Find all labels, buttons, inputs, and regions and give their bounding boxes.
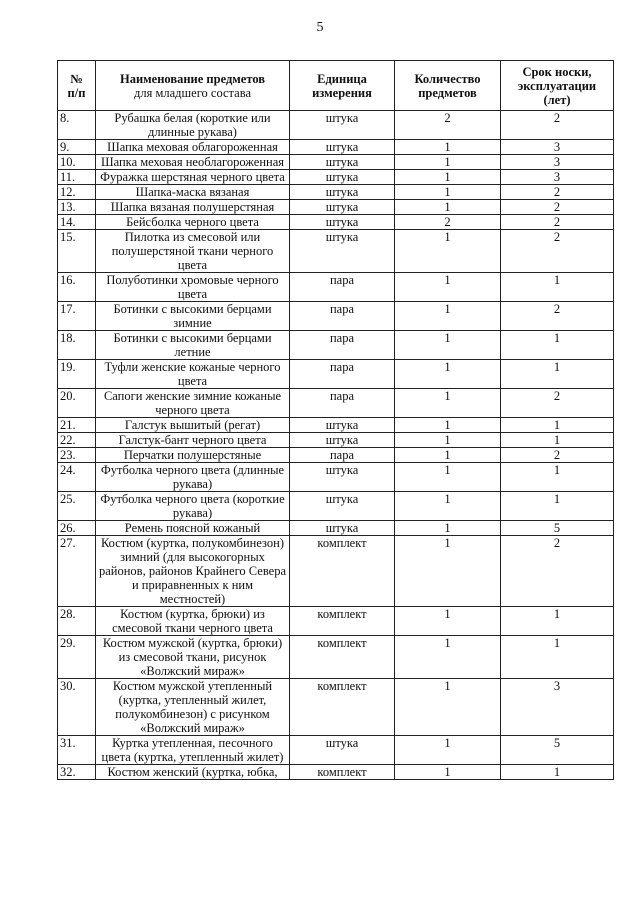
row-number: 25.	[58, 492, 96, 521]
unit-of-measure: штука	[290, 463, 395, 492]
wear-term: 2	[501, 389, 614, 418]
wear-term: 2	[501, 230, 614, 273]
item-name: Бейсболка черного цвета	[96, 215, 290, 230]
item-name: Ботинки с высокими берцами летние	[96, 331, 290, 360]
quantity: 1	[395, 389, 501, 418]
wear-term: 2	[501, 215, 614, 230]
row-number: 18.	[58, 331, 96, 360]
table-row	[58, 636, 614, 679]
wear-term: 2	[501, 111, 614, 140]
quantity: 1	[395, 140, 501, 155]
item-name: Костюм (куртка, брюки) из смесовой ткани черного цвета	[96, 607, 290, 636]
wear-term: 1	[501, 765, 614, 780]
row-number: 19.	[58, 360, 96, 389]
header-name-label: Наименование предметов	[119, 71, 266, 86]
unit-of-measure: штука	[290, 230, 395, 273]
wear-term: 3	[501, 155, 614, 170]
row-number: 24.	[58, 463, 96, 492]
item-name: Костюм мужской утепленный (куртка, утепленный жилет, полукомбинезон) с рисунком «Волжский мираж»	[96, 679, 290, 736]
row-number: 30.	[58, 679, 96, 736]
row-number: 9.	[58, 140, 96, 155]
quantity: 2	[395, 111, 501, 140]
table-row	[58, 302, 614, 331]
quantity: 1	[395, 302, 501, 331]
item-name: Рубашка белая (короткие или длинные рукава)	[96, 111, 290, 140]
wear-term: 1	[501, 360, 614, 389]
item-name: Шапка-маска вязаная	[96, 185, 290, 200]
page-number: 5	[316, 20, 324, 35]
item-name: Шапка меховая облагороженная	[96, 140, 290, 155]
table-row	[58, 215, 614, 230]
table-row	[58, 679, 614, 736]
header-term: Срок носки, эксплуатации (лет)	[501, 61, 614, 111]
unit-of-measure: штука	[290, 200, 395, 215]
row-number: 27.	[58, 536, 96, 607]
row-number: 10.	[58, 155, 96, 170]
item-name: Перчатки полушерстяные	[96, 448, 290, 463]
quantity: 1	[395, 230, 501, 273]
row-number: 29.	[58, 636, 96, 679]
wear-term: 2	[501, 448, 614, 463]
item-name: Галстук вышитый (регат)	[96, 418, 290, 433]
unit-of-measure: штука	[290, 170, 395, 185]
item-name: Ботинки с высокими берцами зимние	[96, 302, 290, 331]
table-row	[58, 492, 614, 521]
row-number: 8.	[58, 111, 96, 140]
wear-term: 1	[501, 492, 614, 521]
unit-of-measure: пара	[290, 448, 395, 463]
unit-of-measure: штука	[290, 185, 395, 200]
item-name: Галстук-бант черного цвета	[96, 433, 290, 448]
quantity: 1	[395, 636, 501, 679]
quantity: 1	[395, 433, 501, 448]
unit-of-measure: штука	[290, 215, 395, 230]
header-qty: Количество предметов	[395, 61, 501, 111]
header-name	[96, 61, 290, 111]
table-row	[58, 607, 614, 636]
unit-of-measure: штука	[290, 736, 395, 765]
wear-term: 1	[501, 607, 614, 636]
header-num: № п/п	[58, 61, 96, 111]
table-row	[58, 170, 614, 185]
table-row	[58, 185, 614, 200]
table-row	[58, 111, 614, 140]
row-number: 28.	[58, 607, 96, 636]
wear-term: 5	[501, 521, 614, 536]
quantity: 1	[395, 170, 501, 185]
items-table	[57, 60, 614, 780]
wear-term: 2	[501, 200, 614, 215]
row-number: 16.	[58, 273, 96, 302]
wear-term: 5	[501, 736, 614, 765]
table-row	[58, 448, 614, 463]
item-name: Шапка меховая необлагороженная	[96, 155, 290, 170]
table-header-row	[58, 61, 614, 111]
header-unit: Единица измерения	[290, 61, 395, 111]
item-name: Куртка утепленная, песочного цвета (куртка, утепленный жилет)	[96, 736, 290, 765]
unit-of-measure: штука	[290, 140, 395, 155]
quantity: 1	[395, 736, 501, 765]
unit-of-measure: пара	[290, 302, 395, 331]
quantity: 1	[395, 331, 501, 360]
table-row	[58, 433, 614, 448]
unit-of-measure: пара	[290, 389, 395, 418]
row-number: 23.	[58, 448, 96, 463]
item-name: Шапка вязаная полушерстяная	[96, 200, 290, 215]
quantity: 1	[395, 463, 501, 492]
unit-of-measure: пара	[290, 273, 395, 302]
table-row	[58, 736, 614, 765]
item-name: Ремень поясной кожаный	[96, 521, 290, 536]
row-number: 31.	[58, 736, 96, 765]
unit-of-measure: комплект	[290, 636, 395, 679]
table-row	[58, 140, 614, 155]
unit-of-measure: штука	[290, 111, 395, 140]
item-name: Туфли женские кожаные черного цвета	[96, 360, 290, 389]
quantity: 1	[395, 679, 501, 736]
quantity: 1	[395, 448, 501, 463]
unit-of-measure: пара	[290, 360, 395, 389]
quantity: 1	[395, 492, 501, 521]
item-name: Костюм мужской (куртка, брюки) из смесовой ткани, рисунок «Волжский мираж»	[96, 636, 290, 679]
unit-of-measure: штука	[290, 492, 395, 521]
row-number: 20.	[58, 389, 96, 418]
item-name: Сапоги женские зимние кожаные черного цвета	[96, 389, 290, 418]
row-number: 15.	[58, 230, 96, 273]
table-row	[58, 463, 614, 492]
quantity: 1	[395, 360, 501, 389]
unit-of-measure: штука	[290, 433, 395, 448]
wear-term: 1	[501, 463, 614, 492]
row-number: 13.	[58, 200, 96, 215]
table-row	[58, 418, 614, 433]
wear-term: 1	[501, 273, 614, 302]
wear-term: 3	[501, 170, 614, 185]
unit-of-measure: штука	[290, 418, 395, 433]
row-number: 32.	[58, 765, 96, 780]
table-row	[58, 273, 614, 302]
item-name: Пилотка из смесовой или полушерстяной ткани черного цвета	[96, 230, 290, 273]
unit-of-measure: комплект	[290, 536, 395, 607]
row-number: 26.	[58, 521, 96, 536]
header-name-sub: для младшего состава	[134, 85, 251, 100]
unit-of-measure: пара	[290, 331, 395, 360]
table-row	[58, 389, 614, 418]
table-row	[58, 155, 614, 170]
quantity: 1	[395, 185, 501, 200]
table-row	[58, 230, 614, 273]
quantity: 1	[395, 418, 501, 433]
unit-of-measure: комплект	[290, 765, 395, 780]
wear-term: 3	[501, 140, 614, 155]
wear-term: 1	[501, 331, 614, 360]
unit-of-measure: штука	[290, 521, 395, 536]
row-number: 17.	[58, 302, 96, 331]
quantity: 2	[395, 215, 501, 230]
wear-term: 2	[501, 185, 614, 200]
row-number: 21.	[58, 418, 96, 433]
unit-of-measure: комплект	[290, 679, 395, 736]
table-row	[58, 360, 614, 389]
wear-term: 3	[501, 679, 614, 736]
wear-term: 1	[501, 418, 614, 433]
item-name: Костюм женский (куртка, юбка,	[96, 765, 290, 780]
quantity: 1	[395, 155, 501, 170]
quantity: 1	[395, 765, 501, 780]
wear-term: 2	[501, 536, 614, 607]
unit-of-measure: штука	[290, 155, 395, 170]
table-row	[58, 765, 614, 780]
unit-of-measure: комплект	[290, 607, 395, 636]
table-row	[58, 521, 614, 536]
quantity: 1	[395, 607, 501, 636]
row-number: 11.	[58, 170, 96, 185]
table-row	[58, 200, 614, 215]
row-number: 22.	[58, 433, 96, 448]
item-name: Футболка черного цвета (длинные рукава)	[96, 463, 290, 492]
quantity: 1	[395, 536, 501, 607]
table-row	[58, 536, 614, 607]
quantity: 1	[395, 273, 501, 302]
wear-term: 1	[501, 636, 614, 679]
item-name: Костюм (куртка, полукомбинезон) зимний (для высокогорных районов, районов Крайнего Севера и приравненных к ним местностей)	[96, 536, 290, 607]
item-name: Фуражка шерстяная черного цвета	[96, 170, 290, 185]
table-row	[58, 331, 614, 360]
item-name: Полуботинки хромовые черного цвета	[96, 273, 290, 302]
quantity: 1	[395, 521, 501, 536]
quantity: 1	[395, 200, 501, 215]
row-number: 12.	[58, 185, 96, 200]
item-name: Футболка черного цвета (короткие рукава)	[96, 492, 290, 521]
wear-term: 2	[501, 302, 614, 331]
row-number: 14.	[58, 215, 96, 230]
wear-term: 1	[501, 433, 614, 448]
